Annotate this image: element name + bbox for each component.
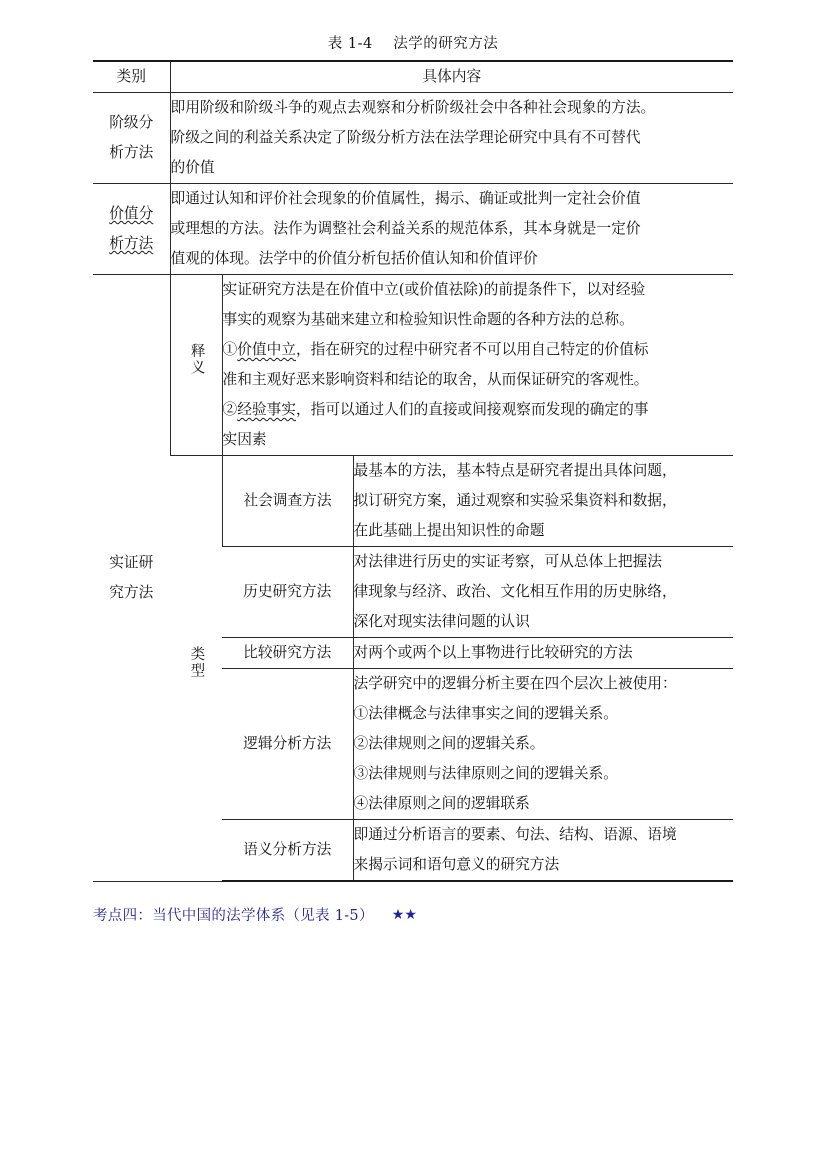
label-line: 价值分 (109, 205, 154, 222)
content-line: ③法律规则与法律原则之间的逻辑关系。 (353, 765, 618, 782)
method-name-social-survey: 社会调查方法 (222, 456, 353, 547)
content-line: 拟订研究方案，通过观察和实验采集资料和数据， (353, 492, 677, 509)
method-name-comparative: 比较研究方法 (222, 638, 353, 669)
item-marker: ① (222, 341, 238, 358)
table-container (93, 60, 733, 882)
row-label-class-analysis (93, 93, 170, 184)
method-desc-comparative (353, 638, 733, 669)
table-row (93, 275, 733, 456)
content-line: 即用阶级和阶级斗争的观点去观察和分析阶级社会中各种社会现象的方法。 (170, 99, 656, 116)
row-label-empirical-research (93, 275, 170, 882)
content-line: 阶级之间的利益关系决定了阶级分析方法在法学理论研究中具有不可替代 (170, 129, 641, 146)
method-name-logical: 逻辑分析方法 (222, 669, 353, 820)
content-line: 值观的体现。法学中的价值分析包括价值认知和价值评价 (170, 250, 538, 267)
table-row (93, 184, 733, 275)
row-label-value-analysis (93, 184, 170, 275)
table-header-row (93, 61, 733, 93)
content-line: 实因素 (222, 431, 267, 448)
content-line: 法学研究中的逻辑分析主要在四个层次上被使用： (353, 675, 677, 692)
sub-label-types (170, 456, 222, 882)
content-line: 或理想的方法。法作为调整社会利益关系的规范体系，其本身就是一定价 (170, 220, 641, 237)
item-term: 经验事实 (237, 401, 296, 418)
label-line: 阶级分 (109, 114, 154, 131)
content-line: 律现象与经济、政治、文化相互作用的历史脉络， (353, 583, 677, 600)
method-desc-logical (353, 669, 733, 820)
row-content-class-analysis (170, 93, 733, 184)
method-desc-semantic (353, 820, 733, 882)
header-cell-category: 类别 (93, 61, 170, 93)
content-line: 深化对现实法律问题的认识 (353, 613, 530, 630)
content-line: ①法律概念与法律事实之间的逻辑关系。 (353, 705, 618, 722)
vertical-label-text: 释义 (188, 343, 205, 376)
content-line: 对法律进行历史的实证考察，可从总体上把握法 (353, 553, 662, 570)
item-marker: ② (222, 401, 238, 418)
content-line: 事实的观察为基础来建立和检验知识性命题的各种方法的总称。 (222, 311, 634, 328)
content-line: 实证研究方法是在价值中立(或价值祛除)的前提条件下，以对经验 (222, 281, 646, 298)
item-rest: ，指可以通过人们的直接或间接观察而发现的确定的事 (295, 401, 649, 418)
content-line: 在此基础上提出知识性的命题 (353, 522, 545, 539)
definition-item-line (223, 395, 734, 425)
content-line: 即通过认知和评价社会现象的价值属性，揭示、确证或批判一定社会价值 (170, 190, 641, 207)
content-line: 对两个或两个以上事物进行比较研究的方法 (353, 644, 633, 661)
method-desc-historical (353, 547, 733, 638)
content-line: 准和主观好恶来影响资料和结论的取舍，从而保证研究的客观性。 (222, 371, 649, 388)
header-cell-content: 具体内容 (170, 61, 733, 93)
vertical-label-text: 类型 (188, 646, 205, 680)
content-line: 的价值 (170, 159, 215, 176)
label-line: 析方法 (109, 235, 154, 252)
sub-label-definition (170, 275, 222, 456)
table-row (93, 93, 733, 184)
content-line: 最基本的方法，基本特点是研究者提出具体问题， (353, 462, 677, 479)
method-name-semantic: 语义分析方法 (222, 820, 353, 882)
method-name-historical: 历史研究方法 (222, 547, 353, 638)
star-rating-icon: ★★ (391, 906, 417, 923)
content-line: ④法律原则之间的逻辑联系 (353, 795, 530, 812)
definition-content (222, 275, 733, 456)
item-term: 价值中立 (237, 341, 296, 358)
research-methods-table (93, 60, 733, 882)
item-rest: ，指在研究的过程中研究者不可以用自己特定的价值标 (295, 341, 649, 358)
content-line: 即通过分析语言的要素、句法、结构、语源、语境 (353, 826, 677, 843)
table-row (93, 456, 733, 547)
content-line: ②法律规则之间的逻辑关系。 (353, 735, 545, 752)
label-line: 析方法 (109, 144, 154, 161)
method-desc-social-survey (353, 456, 733, 547)
footnote-exam-point (93, 904, 417, 925)
content-line: 来揭示词和语句意义的研究方法 (353, 856, 560, 873)
definition-item-line (223, 335, 734, 365)
table-caption: 表 1-4 法学的研究方法 (327, 36, 499, 52)
row-content-value-analysis (170, 184, 733, 275)
label-line: 究方法 (109, 583, 154, 601)
label-line: 实证研 (109, 553, 154, 571)
footnote-text: 考点四：当代中国的法学体系（见表 1-5） (93, 908, 374, 924)
